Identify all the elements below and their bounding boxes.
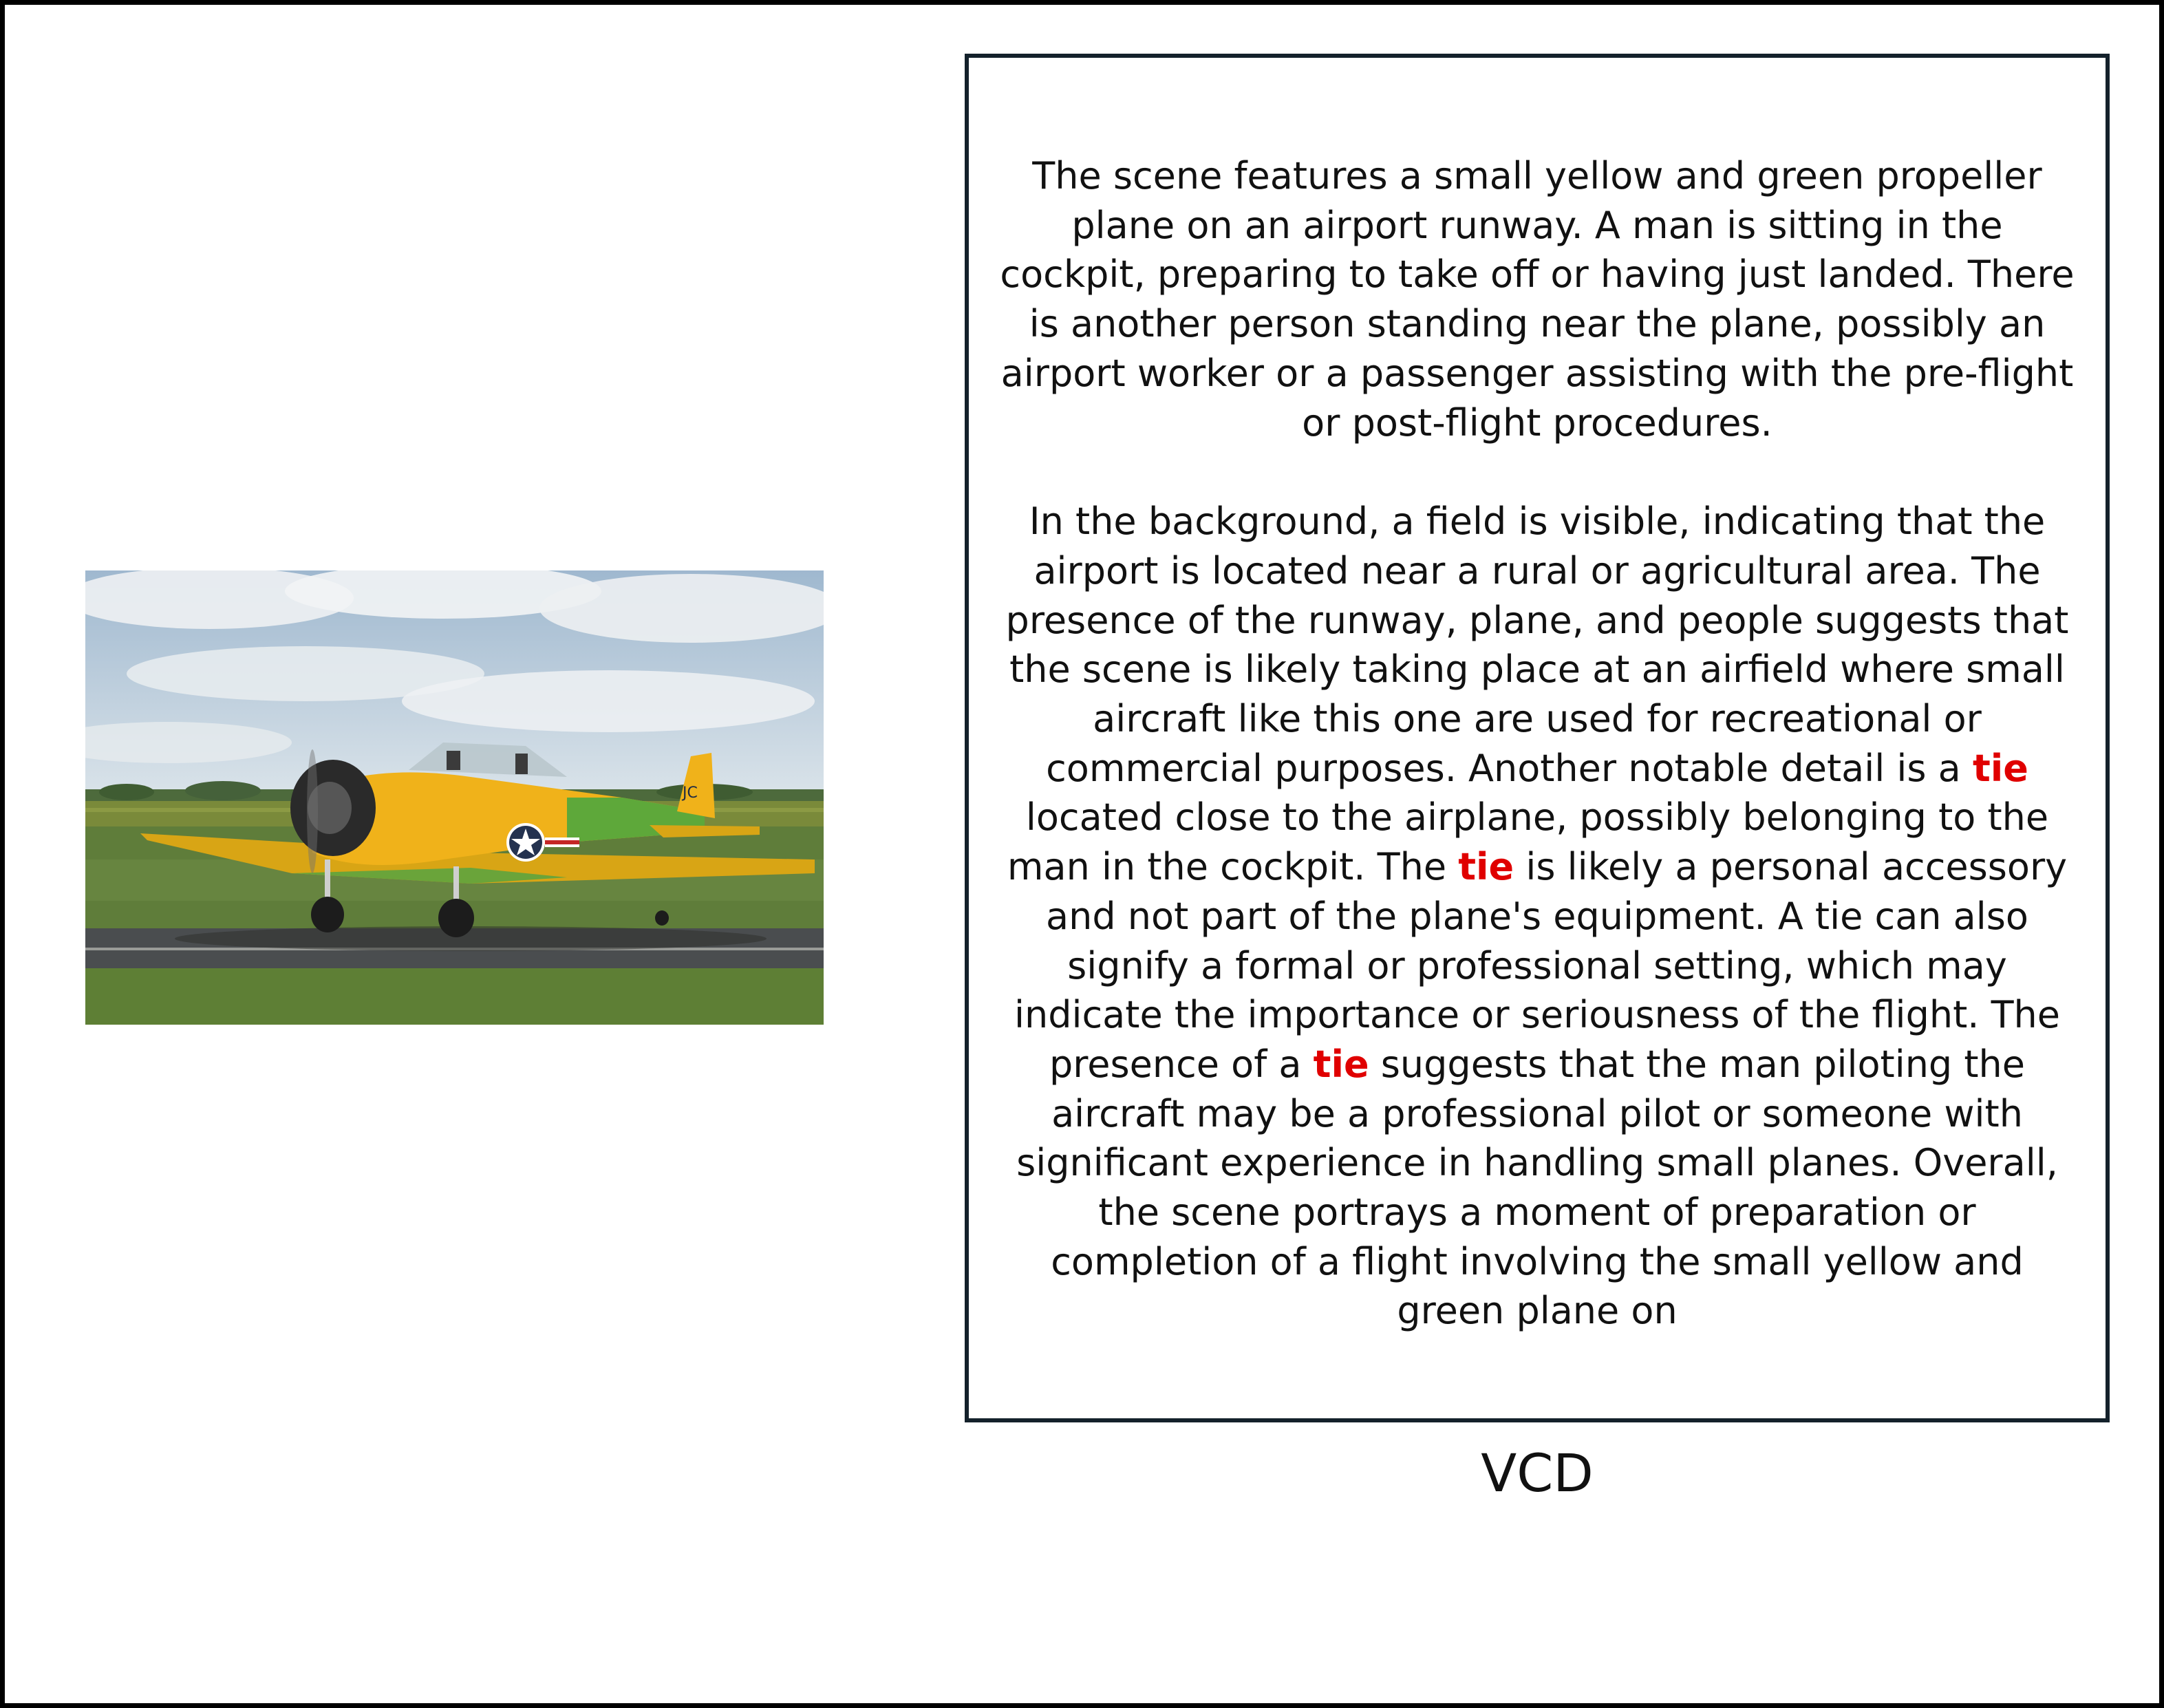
paragraph-2-text: In the background, a field is visible, indicating that the airport is located near a rural or agricultural area. The presence of the runway, plane, and people suggests that the scene is likely taking place at an airfield where small aircraft like this one are used for recreational or commercial purposes. Another notable detail is a [1005, 500, 2069, 790]
paragraph-2-text: is likely a personal accessory and not part of the plane's equipment. A tie can also signify a formal or professional setting, which may indicate the importance or seriousness of the flight. The presence of a [1014, 845, 2068, 1086]
description-paragraph-2 [994, 497, 2081, 1336]
paragraph-2-text: suggests that the man piloting the aircraft may be a professional pilot or someone with significant experience in handling small planes. Overall, the scene portrays a moment of preparation or completion of a flight involving the small yellow and green plane on [1016, 1042, 2058, 1333]
paragraph-2-text: located close to the airplane, possibly belonging to the man in the cockpit. The [1007, 796, 2049, 889]
highlight-word: tie [1458, 845, 1514, 889]
highlight-word: tie [1972, 746, 2028, 790]
description-paragraph-1: The scene features a small yellow and green propeller plane on an airport runway. A man is sitting in the cockpit, preparing to take off or having just landed. There is another person standing near the plane, possibly an airport worker or a passenger assisting with the pre-flight or post-flight procedures. [1000, 154, 2075, 445]
svg-text:JC: JC [683, 784, 698, 802]
airplane-photo [85, 570, 824, 1025]
highlight-word: tie [1313, 1042, 1369, 1086]
method-caption: VCD [1481, 1442, 1594, 1504]
description-box [965, 54, 2110, 1422]
